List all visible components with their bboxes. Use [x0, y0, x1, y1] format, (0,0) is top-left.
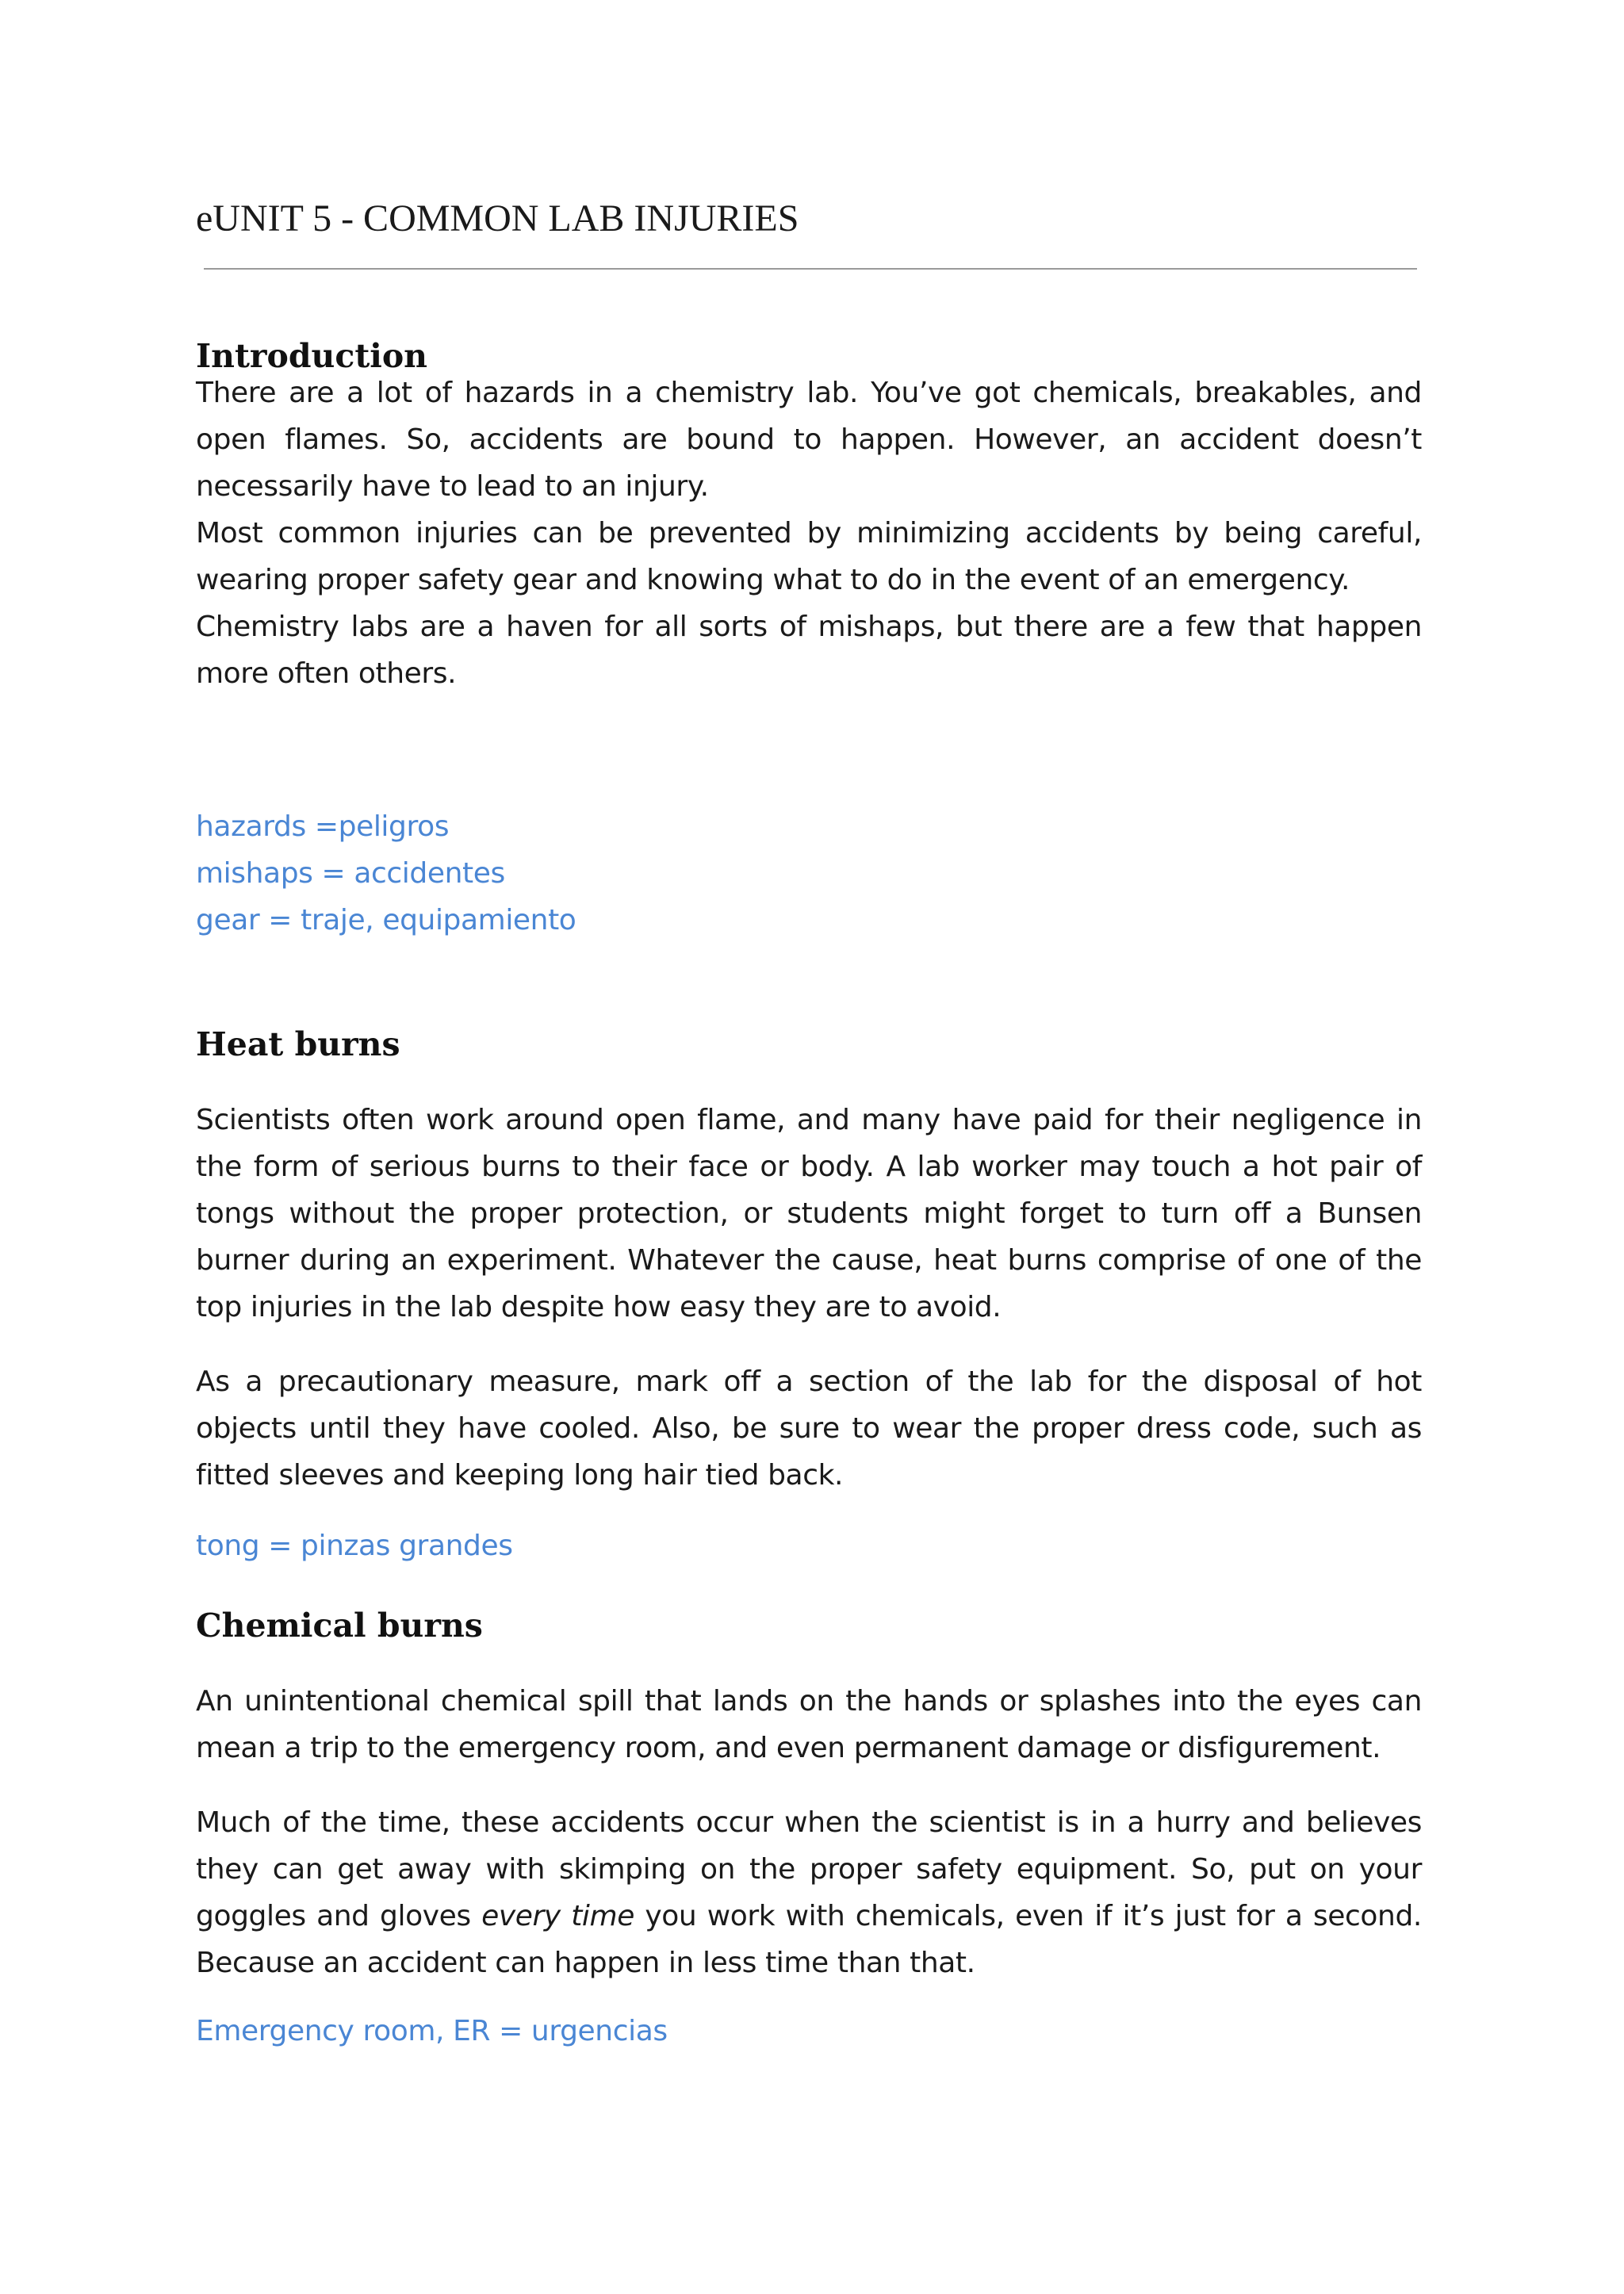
glossary-item: tong = pinzas grandes: [196, 1530, 513, 1562]
introduction-section: [196, 331, 1422, 697]
introduction-paragraph: Most common injuries can be prevented by minimizing accidents by being careful, wearing proper safety gear and knowing what to do in the event of an emergency.: [196, 517, 1422, 596]
introduction-paragraph: Chemistry labs are a haven for all sorts of mishaps, but there are a few that happen more often others.: [196, 611, 1422, 690]
glossary-item: hazards =peligros: [196, 810, 450, 843]
heat-burns-paragraph: Scientists often work around open flame, and many have paid for their negligence in the form of serious burns to their face or body. A lab worker may touch a hot pair of tongs without the proper protection, or students might forget to turn off a Bunsen burner during an experiment. Whatever the cause, heat burns comprise of one of the top injuries in the lab despite how easy they are to avoid.: [196, 1104, 1422, 1323]
chemical-burns-body: [196, 1678, 1422, 1986]
chemical-burns-heading: Chemical burns: [196, 1607, 483, 1645]
introduction-glossary: [196, 803, 1422, 944]
chemical-burns-section: [196, 1601, 1422, 1650]
title-divider: [204, 268, 1417, 270]
introduction-paragraph: There are a lot of hazards in a chemistry lab. You’ve got chemicals, breakables, and open flames. So, accidents are bound to happen. However, an accident doesn’t necessarily have to lead to an injury.: [196, 377, 1422, 503]
heat-burns-heading: Heat burns: [196, 1025, 400, 1063]
heat-burns-section: [196, 1020, 1422, 1069]
chemical-burns-glossary: [196, 2008, 1422, 2055]
heat-burns-body: [196, 1097, 1422, 1499]
glossary-item: gear = traje, equipamiento: [196, 904, 576, 936]
introduction-heading: Introduction: [196, 337, 427, 375]
glossary-item: Emergency room, ER = urgencias: [196, 2015, 668, 2047]
paragraph-text: Much of the time, these accidents occur when the scientist is in a hurry and believes they can get away with skimping on the proper safety equipment. So, put on your goggles and gloves: [196, 1806, 1422, 1932]
paragraph-text: you work with chemicals, even if it’s just for a second. Because an accident can happen in less time than that.: [196, 1900, 1422, 1979]
heat-burns-glossary: [196, 1522, 1422, 1569]
heat-burns-paragraph: As a precautionary measure, mark off a section of the lab for the disposal of hot objects until they have cooled. Also, be sure to wear the proper dress code, such as fitted sleeves and keeping long hair tied back.: [196, 1365, 1422, 1492]
chemical-burns-paragraph: An unintentional chemical spill that lands on the hands or splashes into the eyes can mean a trip to the emergency room, and even permanent damage or disfigurement.: [196, 1685, 1422, 1764]
document-title: eUNIT 5 - COMMON LAB INJURIES: [196, 197, 799, 239]
chemical-burns-paragraph: [196, 1799, 1422, 1986]
emphasis-text: every time: [481, 1900, 634, 1932]
glossary-item: mishaps = accidentes: [196, 857, 505, 890]
